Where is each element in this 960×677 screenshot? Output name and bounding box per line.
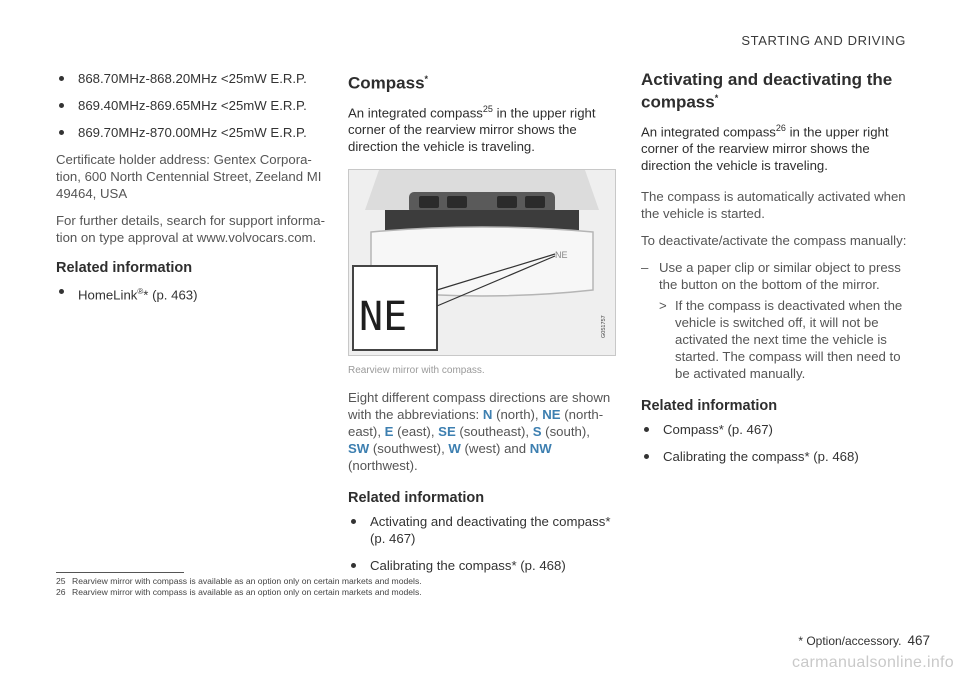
related-information-heading: Related information: [56, 260, 193, 276]
mirror-ne-small-label: NE: [555, 250, 568, 261]
footnotes: [56, 576, 422, 598]
mirror-illustration: [349, 170, 615, 355]
activating-heading: Activating and deactivating the compass*: [641, 70, 893, 112]
rearview-mirror-figure: [348, 169, 616, 356]
related-information-heading: Related information: [641, 398, 778, 415]
manual-intro-paragraph: To deactivate/activate the compass manually:: [641, 233, 907, 249]
footnote-ref-25[interactable]: 25: [482, 103, 493, 114]
list-item: 869.70MHz-870.00MHz <25mW E.R.P.: [56, 124, 326, 141]
activating-lead: An integrated compass$^{26}$ in the upper right corner of the rearview mirror shows the direction the vehicle is traveling.: [641, 122, 889, 174]
related-information-heading: Related information: [348, 490, 485, 507]
related-link-calibrating[interactable]: Calibrating the compass* (p. 468): [348, 557, 614, 574]
compass-lead: An integrated compass$^{25}$ in the upper right corner of the rearview mirror shows the direction the vehicle is traveling.: [348, 103, 596, 155]
footnote-25: 25 Rearview mirror with compass is available as an option only on certain markets and models.: [56, 576, 422, 586]
column-3: [641, 70, 909, 475]
auto-activation-paragraph: The compass is automatically activated when the vehicle is started.: [641, 189, 906, 222]
column-1: [56, 70, 326, 313]
watermark: carmanualsonline.info: [792, 654, 954, 671]
list-item: 869.40MHz-869.65MHz <25mW E.R.P.: [56, 97, 326, 114]
compass-heading: Compass*: [348, 73, 429, 93]
figure-caption: Rearview mirror with compass.: [348, 365, 485, 377]
step-result: > If the compass is deactivated when the vehicle is switched off, it will not be activated the next time the vehicle is started. The compass will then need to be activated manually.: [659, 298, 903, 382]
related-list: [56, 283, 326, 303]
figure-code: G051757: [601, 315, 607, 339]
footnote-ref-26[interactable]: 26: [775, 122, 786, 133]
certificate-paragraph: Certificate holder address: Gentex Corpora-tion, 600 North Centennial Street, Zeeland MI 49464, USA: [56, 152, 322, 201]
option-accessory-note: * Option/accessory.: [798, 634, 902, 648]
details-paragraph: For further details, search for support informa-tion on type approval at www.volvocars.com.: [56, 213, 325, 245]
footnote-26: 26 Rearview mirror with compass is available as an option only on certain markets and models.: [56, 587, 422, 597]
page-number: 467: [907, 633, 930, 648]
frequency-list: [56, 70, 326, 141]
page-header-section: STARTING AND DRIVING: [741, 33, 906, 48]
related-link-calibrating[interactable]: Calibrating the compass* (p. 468): [641, 448, 909, 465]
steps-list: [641, 259, 909, 382]
related-list: [348, 513, 614, 574]
related-list: [641, 421, 909, 465]
page-footer: [798, 633, 930, 648]
related-link-homelink[interactable]: HomeLink®* (p. 463): [56, 283, 326, 303]
directions-paragraph: Eight different compass directions are shown with the abbreviations: N (north), NE (north-east), E (east), SE (southeast), S (south), SW (southwest), W (west) and NW (northwest).: [348, 390, 611, 474]
related-link-activating[interactable]: Activating and deactivating the compass* (p. 467): [348, 513, 614, 547]
related-link-compass[interactable]: Compass* (p. 467): [641, 421, 909, 438]
list-item: 868.70MHz-868.20MHz <25mW E.R.P.: [56, 70, 326, 87]
mirror-ne-zoom-label: NE: [359, 294, 408, 341]
footnote-divider: [56, 572, 184, 573]
step-item: – Use a paper clip or similar object to press the button on the bottom of the mirror. > If the compass is deactivated when the vehicle is switched off, it will not be activated the next time the vehicle is started. The compass will then need to be activated manually.: [641, 259, 909, 382]
result-arrow-icon: >: [659, 298, 667, 314]
column-2: [348, 70, 614, 584]
